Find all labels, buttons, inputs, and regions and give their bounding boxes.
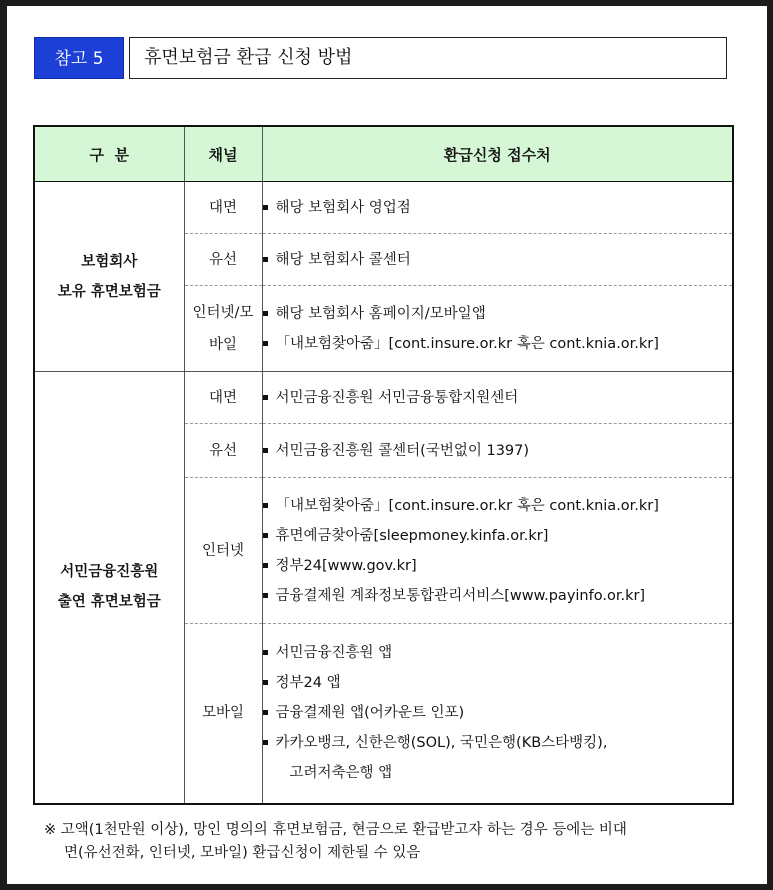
destination-text: 서민금융진흥원 앱 — [275, 645, 393, 662]
square-bullet-icon — [263, 503, 268, 508]
destination-text: 서민금융진흥원 서민금융통합지원센터 — [275, 389, 519, 406]
category-cell — [34, 372, 184, 804]
destination-item — [263, 193, 733, 223]
destination-text: 금융결제원 앱(어카운트 인포) — [275, 705, 465, 722]
destination-item — [263, 521, 733, 551]
destination-text: 정부24 앱 — [275, 675, 341, 692]
channel-label: 바일 — [208, 336, 237, 353]
square-bullet-icon — [263, 710, 268, 715]
channel-label: 유선 — [208, 442, 237, 459]
table-header-row — [34, 126, 733, 182]
footnote — [44, 819, 744, 865]
square-bullet-icon — [263, 448, 268, 453]
square-bullet-icon — [263, 311, 268, 316]
category-label: 보유 휴면보험금 — [57, 283, 161, 300]
destination-text: 서민금융진흥원 콜센터(국번없이 1397) — [275, 442, 530, 459]
destination-cell — [262, 478, 733, 624]
destination-item — [263, 299, 733, 329]
refund-method-table — [33, 125, 734, 805]
channel-cell — [184, 478, 262, 624]
square-bullet-icon — [263, 257, 268, 262]
destination-item — [263, 728, 733, 758]
document-page — [7, 6, 767, 884]
destination-item — [263, 436, 733, 466]
destination-text: 「내보험찾아줌」[cont.insure.or.kr 혹은 cont.knia.or.kr] — [275, 497, 659, 514]
category-label: 보험회사 — [81, 253, 138, 270]
column-header-destination: 환급신청 접수처 — [262, 126, 733, 182]
destination-cell — [262, 372, 733, 424]
square-bullet-icon — [263, 563, 268, 568]
channel-cell — [184, 286, 262, 372]
destination-item — [263, 638, 733, 668]
square-bullet-icon — [263, 593, 268, 598]
square-bullet-icon — [263, 650, 268, 655]
destination-item — [263, 491, 733, 521]
destination-item — [263, 245, 733, 275]
channel-label: 모바일 — [201, 705, 245, 722]
footnote-line-2: 면(유선전화, 인터넷, 모바일) 환급신청이 제한될 수 있음 — [64, 845, 421, 861]
destination-cell — [262, 182, 733, 234]
destination-text: 카카오뱅크, 신한은행(SOL), 국민은행(KB스타뱅킹), — [275, 735, 608, 752]
square-bullet-icon — [263, 740, 268, 745]
channel-label: 인터넷 — [201, 542, 245, 559]
channel-cell — [184, 182, 262, 234]
channel-cell — [184, 372, 262, 424]
destination-item — [263, 698, 733, 728]
destination-cell — [262, 286, 733, 372]
section-header — [34, 37, 727, 79]
destination-item — [263, 581, 733, 611]
destination-item — [263, 329, 733, 359]
destination-cell — [262, 424, 733, 478]
channel-label: 대면 — [208, 199, 237, 216]
category-label: 서민금융진흥원 — [60, 564, 159, 581]
reference-badge: 참고 5 — [34, 37, 124, 79]
channel-label: 대면 — [208, 389, 237, 406]
square-bullet-icon — [263, 395, 268, 400]
destination-text: 금융결제원 계좌정보통합관리서비스[www.payinfo.or.kr] — [275, 587, 646, 604]
column-header-category: 구 분 — [34, 126, 184, 182]
destination-text: 「내보험찾아줌」[cont.insure.or.kr 혹은 cont.knia.or.kr] — [275, 335, 659, 352]
category-cell — [34, 182, 184, 372]
destination-text: 해당 보험회사 홈페이지/모바일앱 — [275, 305, 486, 322]
channel-cell — [184, 424, 262, 478]
category-label: 출연 휴면보험금 — [57, 594, 161, 611]
page-title: 휴면보험금 환급 신청 방법 — [129, 37, 727, 79]
table-row — [34, 182, 733, 234]
destination-item — [263, 551, 733, 581]
column-header-channel: 채널 — [184, 126, 262, 182]
channel-label: 유선 — [208, 251, 237, 268]
channel-cell — [184, 234, 262, 286]
destination-cell — [262, 624, 733, 804]
square-bullet-icon — [263, 205, 268, 210]
table-body — [34, 182, 733, 804]
square-bullet-icon — [263, 341, 268, 346]
destination-text: 정부24[www.gov.kr] — [275, 557, 417, 574]
destination-text: 해당 보험회사 콜센터 — [275, 251, 411, 268]
destination-item — [263, 668, 733, 698]
channel-cell — [184, 624, 262, 804]
destination-item-continuation: 고려저축은행 앱 — [289, 765, 393, 782]
square-bullet-icon — [263, 680, 268, 685]
destination-text: 휴면예금찾아줌[sleepmoney.kinfa.or.kr] — [275, 527, 549, 544]
table-row — [34, 372, 733, 424]
square-bullet-icon — [263, 533, 268, 538]
destination-item — [263, 383, 733, 413]
destination-text: 해당 보험회사 영업점 — [275, 199, 411, 216]
destination-cell — [262, 234, 733, 286]
channel-label: 인터넷/모 — [192, 304, 254, 321]
footnote-line-1: ※ 고액(1천만원 이상), 망인 명의의 휴면보험금, 현금으로 환급받고자 하는 경우 등에는 비대 — [44, 822, 627, 838]
